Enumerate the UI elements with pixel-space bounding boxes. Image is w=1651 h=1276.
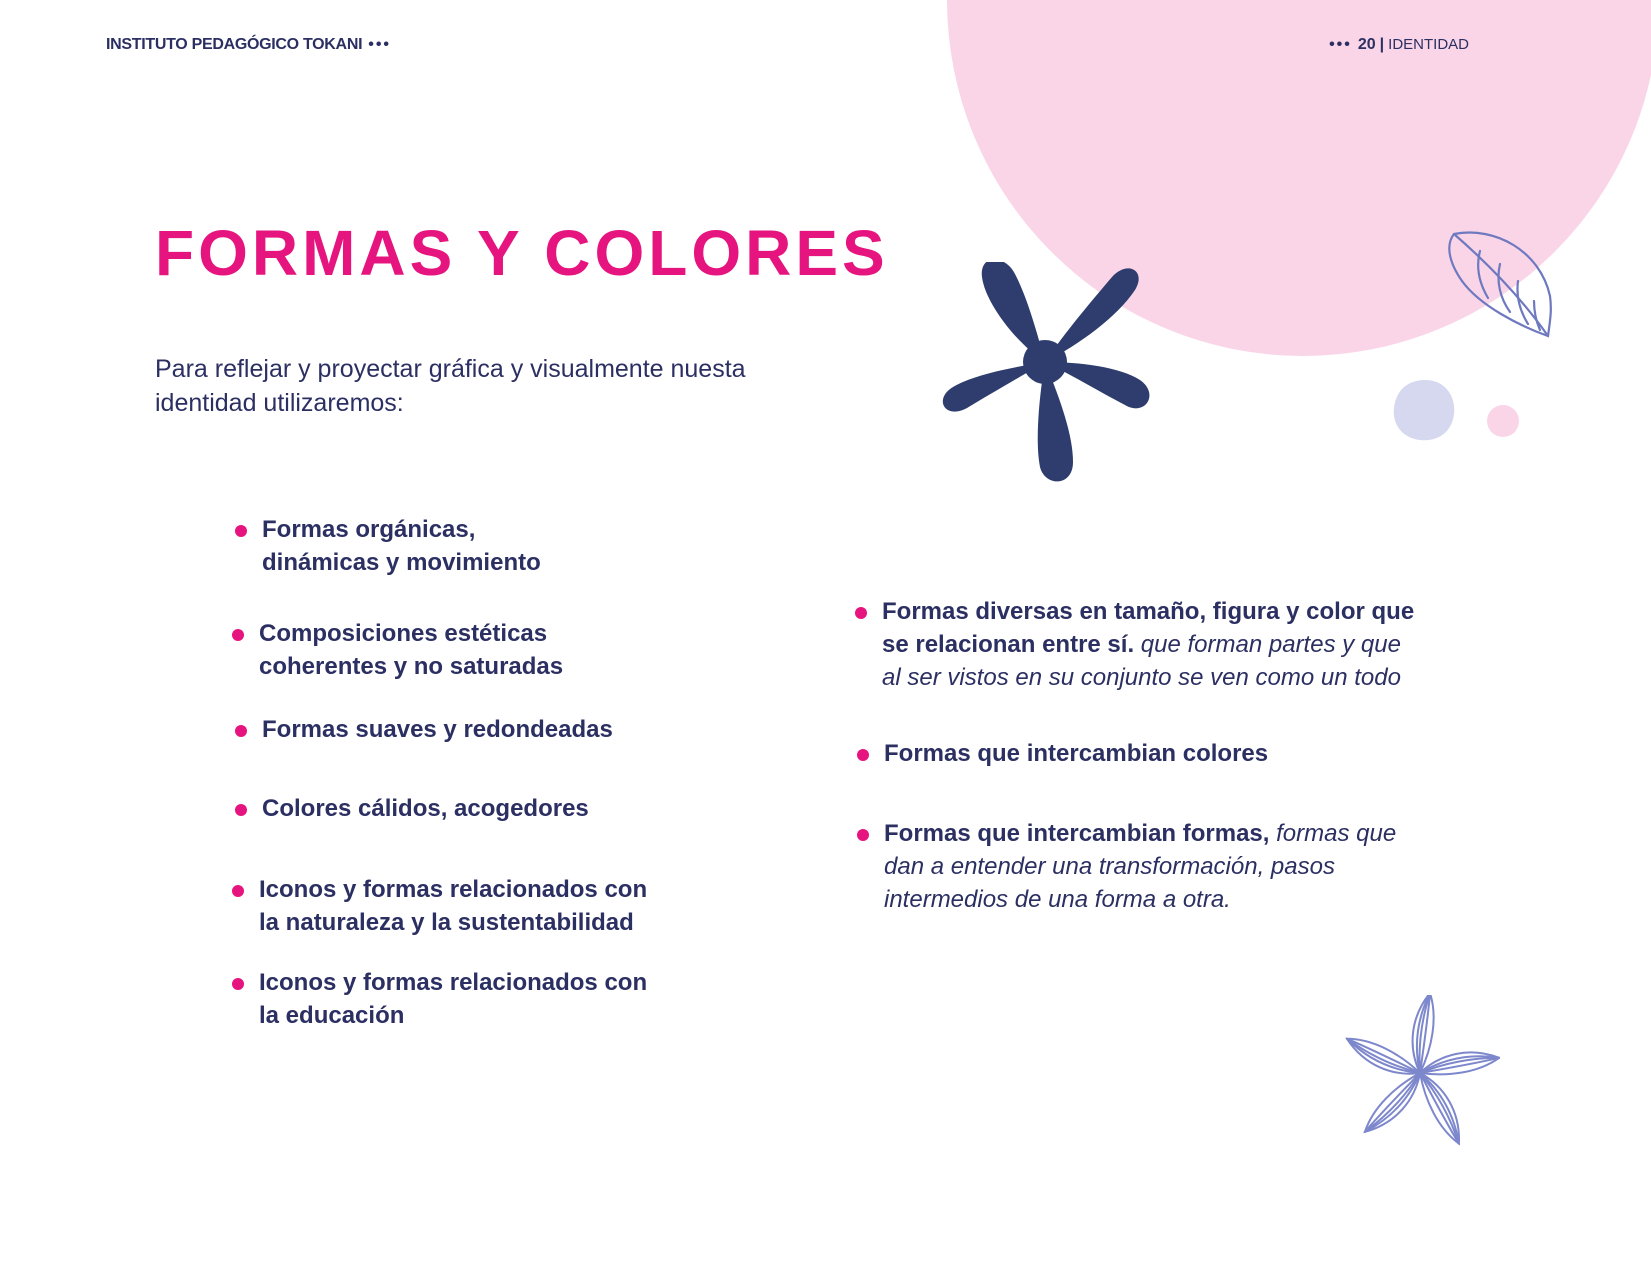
header-institution bbox=[106, 36, 391, 54]
bullet-dot bbox=[855, 607, 867, 619]
navy-flower-icon bbox=[930, 262, 1160, 482]
list-item: Composiciones estéticas coherentes y no saturadas bbox=[259, 617, 563, 683]
header-separator: | bbox=[1379, 36, 1385, 53]
bullet-dot bbox=[235, 804, 247, 816]
bullet-dot bbox=[857, 829, 869, 841]
bullet-dot bbox=[232, 629, 244, 641]
lavender-dot bbox=[1390, 376, 1460, 446]
pink-dot bbox=[1485, 403, 1521, 439]
bullet-dot bbox=[232, 978, 244, 990]
section-name: IDENTIDAD bbox=[1388, 36, 1469, 53]
list-item: Colores cálidos, acogedores bbox=[262, 792, 589, 825]
header-page-info bbox=[1329, 36, 1469, 54]
list-item: Formas orgánicas, dinámicas y movimiento bbox=[262, 513, 541, 579]
bullet-dot bbox=[235, 525, 247, 537]
bullet-dot bbox=[235, 725, 247, 737]
list-item: Formas que intercambian formas, formas que dan a entender una transformación, pasos intermedios de una forma a otra. bbox=[884, 817, 1396, 916]
list-item: Formas suaves y redondeadas bbox=[262, 713, 613, 746]
institution-name: INSTITUTO PEDAGÓGICO TOKANI bbox=[106, 36, 363, 53]
header-dots-right: ••• bbox=[1329, 36, 1352, 53]
header-dots-left: ••• bbox=[368, 36, 392, 53]
outline-flower-icon bbox=[1340, 995, 1500, 1160]
list-item: Formas que intercambian colores bbox=[884, 737, 1268, 770]
list-item: Iconos y formas relacionados con la naturaleza y la sustentabilidad bbox=[259, 873, 647, 939]
page-title: FORMAS Y COLORES bbox=[155, 217, 889, 289]
page-number: 20 bbox=[1357, 36, 1376, 53]
bullet-dot bbox=[232, 885, 244, 897]
list-item: Iconos y formas relacionados con la educación bbox=[259, 966, 647, 1032]
intro-text: Para reflejar y proyectar gráfica y visualmente nuesta identidad utilizaremos: bbox=[155, 355, 746, 417]
leaf-icon bbox=[1440, 226, 1560, 341]
list-item: Formas diversas en tamaño, figura y color que se relacionan entre sí. que forman partes y que al ser vistos en su conjunto se ven como un todo bbox=[882, 595, 1414, 694]
bullet-dot bbox=[857, 749, 869, 761]
